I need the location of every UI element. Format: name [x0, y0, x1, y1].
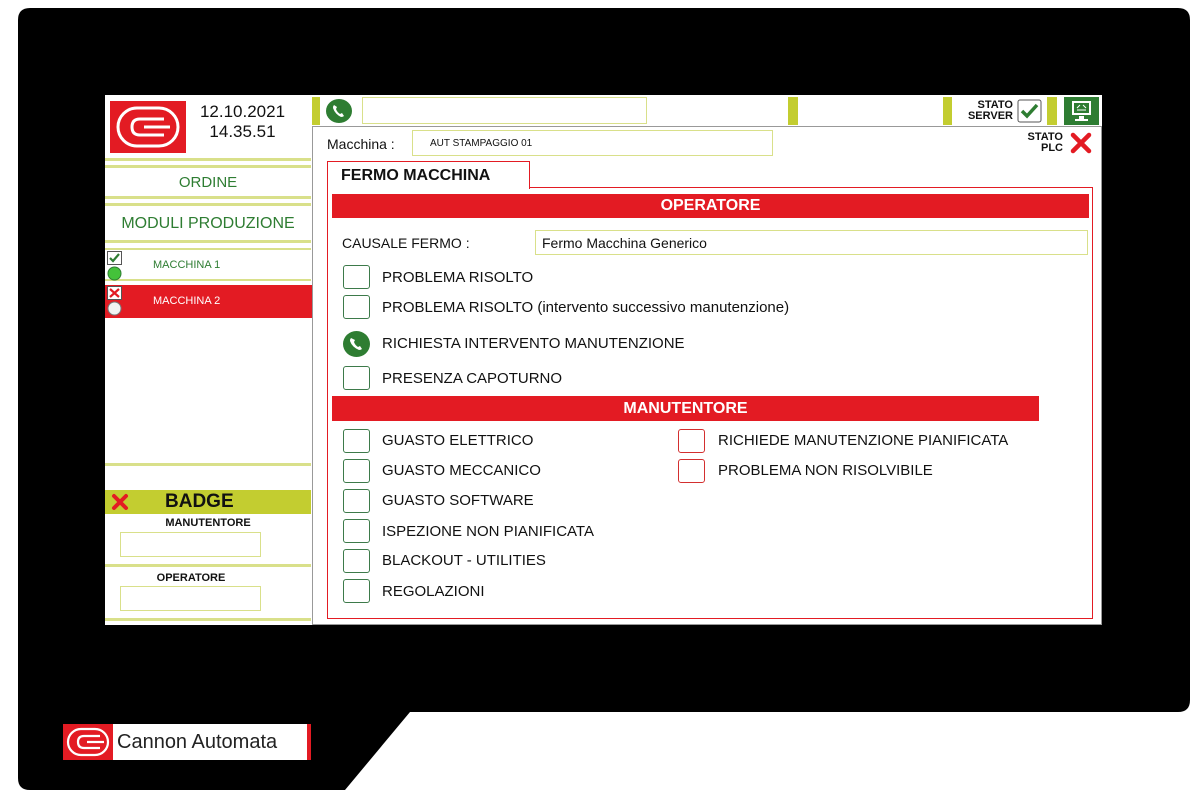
tab-fermo-macchina-label: FERMO MACCHINA — [341, 167, 491, 184]
guasto-software-checkbox[interactable] — [343, 489, 370, 513]
ordine-label: ORDINE — [178, 174, 238, 191]
operatore-section-header: OPERATORE — [332, 194, 1089, 218]
ispezione-non-pianificata-label: ISPEZIONE NON PIANIFICATA — [382, 523, 594, 540]
guasto-software-label: GUASTO SOFTWARE — [382, 492, 534, 509]
guasto-meccanico-label: GUASTO MECCANICO — [382, 462, 541, 479]
richiesta-intervento-label: RICHIESTA INTERVENTO MANUTENZIONE — [382, 335, 685, 352]
date-text: 12.10.2021 — [199, 102, 286, 121]
macchina-1-label: MACCHINA 1 — [153, 259, 221, 271]
presenza-capoturno-checkbox[interactable] — [343, 366, 370, 390]
richiede-manutenzione-pianificata-checkbox[interactable] — [678, 429, 705, 453]
guasto-meccanico-checkbox[interactable] — [343, 459, 370, 483]
cannon-brand-icon — [63, 724, 113, 760]
problema-risolto-checkbox[interactable] — [343, 265, 370, 289]
blackout-utilities-checkbox[interactable] — [343, 549, 370, 573]
richiede-manutenzione-pianificata-label: RICHIEDE MANUTENZIONE PIANIFICATA — [718, 432, 1009, 449]
problema-risolto-successivo-checkbox[interactable] — [343, 295, 370, 319]
causale-fermo-label: CAUSALE FERMO : — [342, 235, 470, 251]
problema-non-risolvibile-checkbox[interactable] — [678, 459, 705, 483]
moduli-produzione-label: MODULI PRODUZIONE — [121, 215, 295, 232]
manutentore-section-header: MANUTENTORE — [332, 396, 1039, 421]
badge-title: BADGE — [165, 491, 234, 512]
machine-value: AUT STAMPAGGIO 01 — [430, 138, 533, 149]
badge-manutentore-label: MANUTENTORE — [165, 517, 251, 529]
causale-fermo-field[interactable] — [535, 230, 1088, 255]
macchina-2-label: MACCHINA 2 — [153, 295, 221, 307]
regolazioni-checkbox[interactable] — [343, 579, 370, 603]
stato-plc-line2: PLC — [1041, 142, 1063, 154]
stato-plc-line1: STATO — [1027, 131, 1063, 143]
problema-risolto-successivo-label: PROBLEMA RISOLTO (intervento successivo manutenzione) — [382, 299, 790, 316]
machine-label: Macchina : — [327, 136, 395, 152]
problema-non-risolvibile-label: PROBLEMA NON RISOLVIBILE — [718, 462, 933, 479]
regolazioni-label: REGOLAZIONI — [382, 583, 485, 600]
richiesta-intervento-phone-icon[interactable] — [342, 330, 371, 358]
causale-fermo-value: Fermo Macchina Generico — [542, 235, 707, 251]
stato-server-line1: STATO — [977, 99, 1013, 111]
badge-operatore-label: OPERATORE — [156, 572, 226, 584]
brand-logo — [63, 724, 311, 760]
guasto-elettrico-label: GUASTO ELETTRICO — [382, 432, 534, 449]
hmi-screen — [105, 95, 1102, 625]
guasto-elettrico-checkbox[interactable] — [343, 429, 370, 453]
brand-name: Cannon Automata — [117, 731, 278, 753]
stato-server-line2: SERVER — [967, 110, 1013, 122]
presenza-capoturno-label: PRESENZA CAPOTURNO — [382, 370, 563, 387]
blackout-utilities-label: BLACKOUT - UTILITIES — [382, 552, 546, 569]
ispezione-non-pianificata-checkbox[interactable] — [343, 519, 370, 543]
time-text: 14.35.51 — [209, 122, 276, 141]
tab-content — [105, 95, 1102, 625]
problema-risolto-label: PROBLEMA RISOLTO — [382, 269, 534, 286]
